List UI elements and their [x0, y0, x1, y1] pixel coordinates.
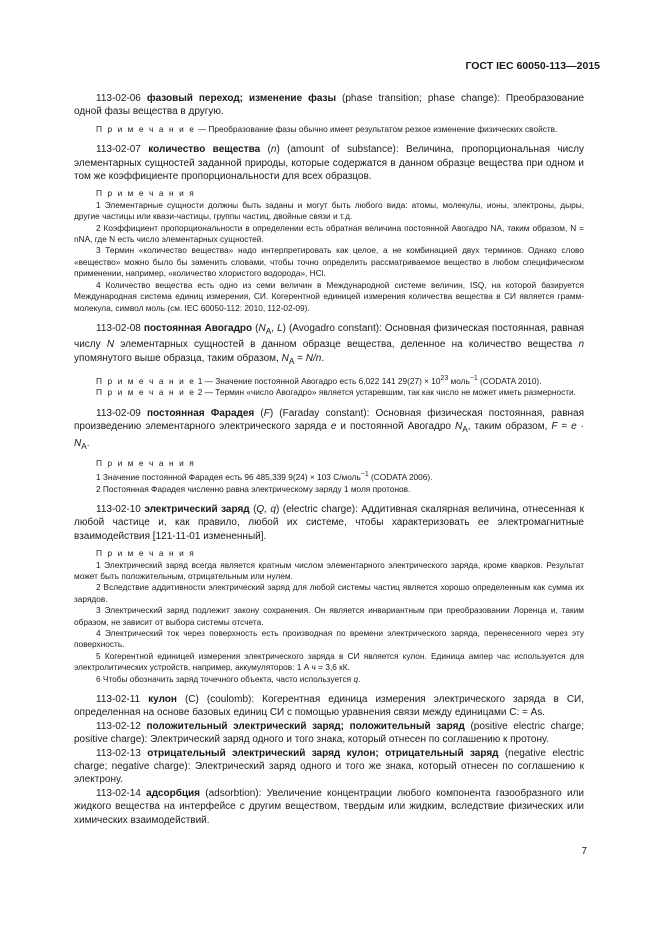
entry-symbol-2: L — [277, 322, 283, 334]
entry-definition: : Величина, пропорциональная числу элементарных сущностей заданной природы, которые содержатся в данном образце вещества при одном и том же коэффициенте пропорциональности для всех образцов. — [74, 144, 585, 183]
entry-term: положительный электрический заряд; положительный заряд — [146, 720, 465, 732]
page-number: 7 — [581, 846, 587, 857]
entry-symbol-sep: , — [271, 322, 278, 334]
entry-definition-cont: элементарных сущностей в данном образце вещества, деленное на количество вещества — [114, 339, 579, 351]
entry-code: 113-02-12 — [96, 720, 141, 732]
formula-sub: A — [81, 440, 87, 451]
entry-symbol: N — [258, 322, 266, 334]
entry-definition: : Электрический заряд одного и того же знака, который отнесен по соглашению к электрону. — [74, 761, 584, 786]
notes-label: П р и м е ч а н и я — [96, 457, 196, 468]
note-2: 2 Коэффициент пропорциональности в определении есть обратная величина постоянной Авогадро NA, таким образом, N = nNA, где N есть число элементарных сущностей. — [74, 222, 584, 245]
entry-term: фазовый переход; изменение фазы — [146, 93, 337, 104]
entry-term: электрический заряд — [144, 503, 250, 515]
entry-term: кулон — [148, 694, 177, 705]
symbol-n: n — [578, 339, 584, 351]
note-text-cont: моль — [448, 375, 470, 386]
symbol-N: N — [106, 339, 115, 351]
entry-english-open: ( — [254, 407, 264, 419]
entry-code: 113-02-08 — [96, 322, 141, 334]
entry-english: ) (Faraday constant) — [269, 407, 367, 419]
formula: F = e · N — [74, 421, 584, 449]
entry-term: отрицательный электрический заряд кулон; отрицательный заряд — [147, 747, 499, 759]
formula-eq: = — [294, 352, 306, 364]
entry-definition: : Преобразование одной фазы вещества в другую. — [74, 93, 584, 118]
note-label: П р и м е ч а н и е — [96, 123, 196, 134]
note-text: — Преобразование фазы обычно имеет результатом резкое изменение физических свойств. — [195, 123, 558, 134]
symbol-q: q — [353, 673, 359, 684]
entry-definition: : Основная физическая постоянная, равная произведению элементарного электрического заряда — [74, 407, 585, 433]
entry-english: (adsorbtion) — [200, 787, 259, 799]
entry-term: адсорбция — [146, 787, 201, 799]
note-2: 2 Вследствие аддитивности электрический заряд для любой системы частиц является хорошо определенным как сумма их зарядов. — [74, 582, 584, 604]
entry-english-open: ( — [260, 144, 271, 156]
note-3: 3 Электрический заряд подлежит закону сохранения. Он является инвариантным при преобразовании Лоренца и, таким образом, не зависит от выбора системы отсчета. — [74, 605, 584, 627]
entry-english: ) (Avogadro constant) — [282, 322, 380, 334]
entry-definition-cont: и постоянной Авогадро — [336, 421, 455, 433]
note-1 — [74, 373, 584, 387]
entry-code: 113-02-13 — [96, 747, 141, 759]
note-4: 4 Количество вещества есть одно из семи величин в Международной системе величин, ISQ, на которой базируется Международная система единиц измерения, СИ. Когерентной единицей измерения количества вещества в СИ является грамм-молекула, символ моль (см. IEC 60050-112: 2010, 112-02-09). — [74, 279, 584, 313]
entry-113-02-10 — [74, 503, 584, 543]
entry-definition: : Аддитивная скалярная величина, отнесенная к любой частице и, как правило, любой их системе, чтобы характеризовать ее электромагнитные взаимодействия [121-11-01 измененный]. — [74, 503, 584, 542]
entry-definition: : Основная физическая постоянная, равная числу — [74, 322, 585, 351]
note-sup: −1 — [469, 375, 478, 383]
entry-english: ) (electric charge) — [276, 503, 356, 515]
entry-113-02-08 — [74, 322, 584, 368]
note-4: 4 Электрический ток через поверхность есть производная по времени электрического заряда, перенесенного через эту поверхность. — [74, 627, 584, 650]
note-label: П р и м е ч а н и е — [96, 387, 196, 398]
entry-113-02-14 — [74, 787, 584, 827]
note-sup: −1 — [360, 471, 369, 479]
entry-definition: : Увеличение концентрации любого компонента газообразного или жидкого вещества на интерфейсе с другим веществом, твердым или жидким, вследствие физических или химических взаимодействий. — [74, 787, 585, 826]
entry-113-02-06 — [74, 92, 584, 119]
notes-label: П р и м е ч а н и я — [96, 548, 196, 559]
entry-english: (negative electric charge; negative charge) — [74, 747, 585, 773]
note-text: 1 — Значение постоянной Авогадро есть 6,022 141 29(27) × 10 — [195, 375, 441, 386]
entry-definition-cont: , таким образом, — [467, 421, 552, 433]
notes-label: П р и м е ч а н и я — [96, 188, 196, 199]
note — [74, 124, 584, 135]
entry-definition: : Электрический заряд одного и того знака, который отнесен по соглашению к протону. — [144, 734, 549, 746]
note-1 — [74, 469, 584, 483]
note-sup: 23 — [440, 375, 449, 383]
entry-english-open: ( — [249, 503, 257, 515]
entry-english-open: ( — [252, 322, 259, 334]
entry-symbol-sub: A — [265, 325, 272, 336]
formula-N: N — [281, 352, 289, 364]
note-5: 5 Когерентной единицей измерения электрического заряда в СИ является кулон. Единица ампер час используется для электролитических устройств, например, аккумуляторов: 1 А ч = 3,6 кК. — [74, 650, 584, 673]
formula-rhs: N/n — [305, 352, 322, 364]
entry-definition: : Когерентная единица измерения электрического заряда в СИ, определенная на основе базовых единиц СИ с помощью уравнения связи между единицами С: = As. — [74, 694, 585, 719]
entry-english: (positive electric charge; positive charge) — [74, 720, 584, 746]
formula-sub: A — [288, 355, 295, 366]
entry-term: постоянная Фарадея — [146, 407, 255, 419]
entry-code: 113-02-06 — [96, 93, 141, 104]
note-text: 2 — Термин «число Авогадро» является устаревшим, так как число не может иметь размерности. — [195, 387, 576, 398]
note-6 — [74, 674, 584, 685]
note-1: 1 Электрический заряд всегда является кратным числом элементарного электрического заряда, кроме кварков. Результат может быть положительным, отрицательным или нулем. — [74, 559, 584, 581]
entry-code: 113-02-11 — [96, 694, 141, 705]
entry-symbol: n — [270, 144, 277, 156]
symbol-e: e — [330, 421, 337, 433]
note-label: П р и м е ч а н и е — [96, 375, 196, 386]
note-1: 1 Элементарные сущности должны быть заданы и могут быть любого вида: атомы, молекулы, ионы, электроны, дыры, другие частицы или квази-частицы, группы частиц, двойные связи и т.д. — [74, 199, 584, 222]
entry-symbol: F — [263, 407, 270, 419]
symbol-sub: A — [462, 424, 468, 435]
note-text-cont: . — [358, 673, 361, 684]
page-header: ГОСТ IEC 60050-113—2015 — [465, 60, 600, 72]
formula-end: . — [321, 352, 325, 364]
symbol-N: N — [454, 421, 463, 433]
note-2: 2 Постоянная Фарадея численно равна электрическому заряду 1 моля протонов. — [96, 483, 411, 494]
entry-term: постоянная Авогадро — [143, 322, 253, 334]
entry-code: 113-02-10 — [96, 503, 141, 515]
entry-term: количество вещества — [148, 144, 261, 156]
entry-code: 113-02-14 — [96, 787, 141, 799]
entry-english: (С) (coulomb) — [176, 694, 252, 705]
entry-113-02-12 — [74, 720, 584, 747]
note-2 — [74, 387, 584, 398]
entry-english: ) (amount of substance) — [276, 144, 396, 156]
entry-113-02-09 — [74, 407, 584, 453]
entry-symbol: Q, q — [256, 503, 276, 515]
formula-end: . — [86, 437, 90, 449]
note-text-cont: (CODATA 2010). — [477, 375, 542, 386]
note-text-cont: (CODATA 2006). — [368, 472, 433, 483]
document-body — [74, 92, 584, 827]
entry-113-02-13 — [74, 747, 584, 787]
entry-code: 113-02-07 — [96, 144, 141, 156]
note-text: 1 Значение постоянной Фарадея есть 96 485,339 9(24) × 103 С/моль — [96, 472, 361, 483]
entry-113-02-07 — [74, 143, 584, 183]
entry-code: 113-02-09 — [96, 407, 141, 419]
entry-english: (phase transition; phase change) — [342, 93, 498, 104]
entry-113-02-11 — [74, 693, 584, 720]
note-text: 6 Чтобы обозначить заряд точечного объекта, часто используется — [96, 673, 354, 684]
note-3: 3 Термин «количество вещества» надо интерпретировать как целое, а не комбинацией двух терминов. Однако слово «вещество» можно было бы заменить словами, чтобы точно определить рассматриваемое вещество в любом специфическом применении, например, «количество хлористого водорода», HCl. — [74, 245, 584, 279]
entry-definition-cont: упомянутого выше образца, таким образом, — [74, 352, 282, 364]
